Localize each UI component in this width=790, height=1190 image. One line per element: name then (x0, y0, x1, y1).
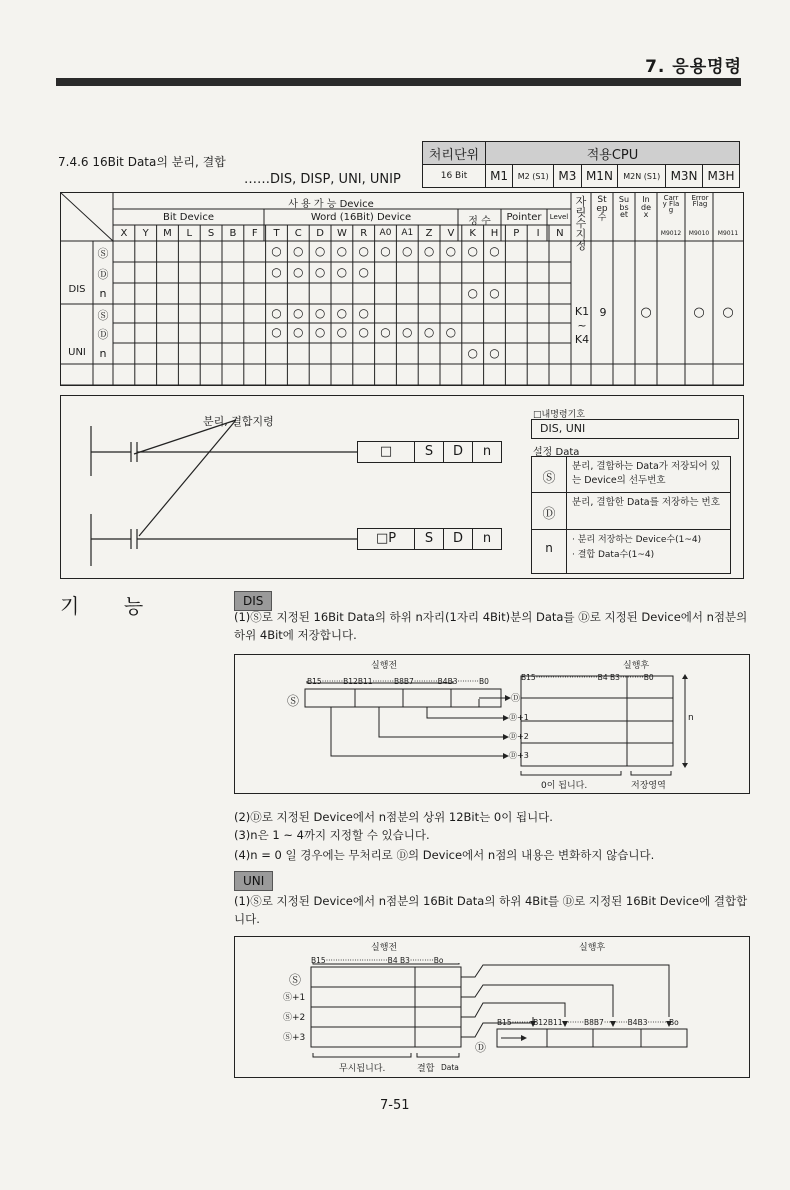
error-m9010-mark: ○ (693, 305, 705, 320)
uni-tag: UNI (234, 871, 273, 891)
col-header-y: Y (142, 228, 149, 239)
col-header-n: N (556, 228, 564, 239)
ladder-note: 분리, 결합지령 (203, 415, 274, 428)
col-header-m: M (163, 228, 172, 239)
device-mark: ○ (271, 243, 282, 258)
dis-diagram-lines (235, 655, 749, 793)
cpu-m2: M2 (S1) (513, 165, 554, 188)
col-header-v: V (447, 228, 455, 239)
uni-bits-before: B15··························B4 B3··········Bo (311, 956, 444, 965)
col-header-t: T (273, 228, 280, 239)
step-value: 9 (599, 306, 607, 319)
error-m9011-mark: ○ (722, 305, 734, 320)
dis-store-label: 저장영역 (631, 781, 666, 791)
cpu-m3: M3 (554, 165, 581, 188)
ladder-inst-disp (357, 528, 502, 550)
inst-disp-part-2: D (444, 529, 473, 549)
device-mark: ○ (358, 264, 369, 279)
index-header: Index (641, 195, 651, 219)
dis-paragraph-1: (1)Ⓢ로 지정된 16Bit Data의 하위 n자리(1자리 4Bit)분의 Data를 Ⓓ로 지정된 Device에서 n점분의 하위 4Bit에 저장합니다. (234, 610, 748, 642)
device-mark: ○ (358, 305, 369, 320)
sym-d: Ⓓ (542, 507, 556, 522)
col-header-z: Z (425, 228, 433, 239)
unit-header: 처리단위 (423, 142, 486, 165)
usable-device-label: 사 용 가 능 Device (288, 199, 374, 210)
dis-after-label: 실행후 (623, 661, 650, 671)
dis-tag: DIS (234, 591, 272, 611)
uni-src-1: Ⓢ+1 (283, 993, 306, 1003)
bit-device-group: Bit Device (163, 212, 214, 223)
dis-paragraph-3: (3)n은 1 ~ 4까지 지정할 수 있습니다. (234, 828, 430, 842)
cpu-header: 적용CPU (486, 142, 740, 165)
device-mark: ○ (402, 325, 413, 339)
uni-ignore-label: 무시됩니다. (339, 1064, 386, 1074)
col-header-r: R (360, 228, 368, 239)
unit-value: 16 Bit (423, 165, 486, 188)
flag-col-m9010: M9010 (688, 230, 710, 237)
group-dis: DIS (68, 284, 86, 295)
index-mark: ○ (640, 305, 652, 320)
uni-src-3: Ⓢ+3 (283, 1033, 306, 1043)
inst-dis-part-0: □ (358, 442, 415, 462)
dis-dest-0: Ⓓ (511, 694, 521, 704)
uni-dest: Ⓓ (475, 1041, 486, 1054)
device-mark: ○ (423, 325, 435, 339)
uni-bits-after: B15·········B12B11·········B8B7··········B4B3·········Bo (497, 1018, 679, 1027)
inst-disp-part-1: S (415, 529, 444, 549)
device-mark: ○ (336, 305, 348, 320)
const-group: 정 수 (468, 216, 491, 227)
device-mark: ○ (314, 325, 326, 339)
col-header-f: F (251, 228, 258, 239)
device-mark: ○ (402, 243, 413, 258)
inst-dis-part-3: n (482, 444, 492, 459)
row-op-1: Ⓓ (97, 267, 109, 281)
cpu-m3h: M3H (703, 165, 740, 188)
col-header-w: W (336, 228, 347, 239)
flag-col-m9011: M9011 (717, 230, 739, 237)
device-mark: ○ (293, 264, 304, 279)
dis-src: Ⓢ (287, 694, 300, 708)
flag-col-m9012: M9012 (660, 230, 682, 237)
col-header-a1: A1 (401, 228, 414, 238)
device-mark: ○ (380, 243, 391, 258)
dis-paragraph-2: (2)Ⓓ로 지정된 Device에서 n점분의 상위 12Bit는 0이 됩니다. (234, 810, 553, 824)
cmd-value: DIS, UNI (531, 419, 739, 439)
dis-bits-after: B15··························B4 B3··········B0 (521, 673, 654, 682)
inst-dis-part-2: D (444, 442, 473, 462)
device-mark: ○ (445, 325, 457, 339)
dis-bits-before: B15·········B12B11·········B8B7··········B4B3·········B0 (307, 677, 489, 686)
dis-dest-3: Ⓓ+3 (509, 751, 529, 760)
device-mark: ○ (489, 243, 500, 258)
uni-src-0: Ⓢ (289, 973, 302, 987)
dis-before-label: 실행전 (371, 661, 398, 671)
inst-disp-part-3: n (482, 531, 492, 546)
cpu-m2n: M2N (S1) (618, 165, 666, 188)
sym-n: n (545, 541, 553, 555)
uni-data-label: Data (441, 1063, 459, 1072)
function-title: 기 능 (60, 594, 144, 618)
device-mark: ○ (293, 325, 304, 339)
inst-dis-part-1: S (415, 442, 444, 462)
desc-s: 분리, 결합하는 Data가 저장되어 있는 Device의 선두번호 (572, 461, 720, 486)
digit-spec-header: 자릿수지정 (575, 195, 587, 252)
col-header-c: C (294, 228, 302, 239)
device-mark: ○ (314, 243, 326, 258)
group-uni: UNI (68, 347, 86, 358)
error-flag-header: Error Flag (691, 194, 709, 208)
device-table (60, 192, 744, 386)
device-mark: ○ (358, 243, 369, 258)
device-mark: ○ (423, 243, 435, 258)
ladder-diagram (60, 395, 744, 579)
row-op-5: n (99, 346, 107, 360)
dis-paragraph-4: (4)n = 0 일 경우에는 무처리로 Ⓓ의 Device에서 n점의 내용은 변화하지 않습니다. (234, 848, 655, 862)
device-mark: ○ (336, 264, 348, 279)
device-mark: ○ (336, 325, 348, 339)
carry-flag-header: Carry Flag (662, 194, 680, 214)
ladder-inst-dis (357, 441, 502, 463)
device-mark: ○ (380, 325, 391, 339)
device-mark: ○ (467, 285, 478, 300)
uni-diagram (234, 936, 750, 1078)
device-mark: ○ (445, 243, 457, 258)
word-device-group: Word (16Bit) Device (310, 212, 412, 223)
sym-s: Ⓢ (542, 471, 556, 486)
uni-after-label: 실행후 (579, 943, 606, 953)
cmd-label: □내명령기호 (533, 410, 585, 420)
desc-d: 분리, 결합한 Data를 저장하는 번호 (572, 497, 720, 508)
device-mark: ○ (467, 243, 478, 258)
col-header-d: D (316, 228, 324, 239)
device-mark: ○ (489, 285, 500, 300)
uni-join-label: 결합 (417, 1064, 435, 1074)
set-data-label: 설정 Data (533, 447, 580, 458)
header-rule (56, 78, 741, 86)
digit-value: K1 ~ K4 (574, 305, 590, 346)
level-group: Level (549, 213, 569, 221)
device-mark: ○ (293, 305, 304, 320)
col-header-s: S (207, 228, 215, 239)
dis-n-label: n (688, 713, 694, 723)
col-header-l: L (186, 228, 193, 239)
dis-dest-2: Ⓓ+2 (509, 732, 529, 741)
uni-paragraph-1: (1)Ⓢ로 지정된 Device에서 n점분의 16Bit Data의 하위 4Bit를 Ⓓ로 지정된 16Bit Device에 결합합니다. (234, 894, 748, 926)
col-header-a0: A0 (379, 228, 392, 238)
device-mark: ○ (314, 305, 326, 320)
page-number: 7-51 (380, 1098, 410, 1113)
device-mark: ○ (314, 264, 326, 279)
col-header-k: K (469, 228, 476, 239)
col-header-b: B (229, 228, 237, 239)
row-op-2: n (99, 286, 107, 300)
cpu-m1n: M1N (581, 165, 618, 188)
device-mark: ○ (271, 264, 282, 279)
device-mark: ○ (271, 305, 282, 320)
row-op-4: Ⓓ (97, 328, 109, 341)
device-mark: ○ (467, 345, 478, 360)
col-header-p: P (513, 228, 520, 239)
device-mark: ○ (336, 243, 348, 258)
device-mark: ○ (358, 325, 369, 339)
dis-dest-1: Ⓓ+1 (509, 713, 529, 722)
steps-header: Step수 (596, 195, 608, 223)
device-mark: ○ (271, 325, 282, 339)
cpu-m3n: M3N (666, 165, 703, 188)
section-title: 7.4.6 16Bit Data의 분리, 결합 (58, 155, 226, 169)
device-mark: ○ (293, 243, 304, 258)
cpu-table (422, 141, 740, 188)
uni-before-label: 실행전 (371, 943, 398, 953)
desc-n: · 분리 저장하는 Device수(1~4) · 결합 Data수(1~4) (572, 535, 702, 560)
cpu-m1: M1 (486, 165, 513, 188)
col-header-h: H (490, 228, 499, 239)
dis-zero-label: 0이 됩니다. (541, 781, 588, 791)
chapter-title: 7. 응용명령 (645, 57, 742, 77)
uni-src-2: Ⓢ+2 (283, 1013, 306, 1023)
subset-header: Subset (618, 195, 630, 219)
inst-disp-part-0: □P (358, 529, 415, 549)
section-commands: ……DIS, DISP, UNI, UNIP (244, 172, 401, 187)
pointer-group: Pointer (506, 212, 542, 223)
col-header-x: X (120, 228, 128, 239)
row-op-0: Ⓢ (97, 246, 109, 260)
set-data-box (531, 456, 731, 574)
device-mark: ○ (489, 345, 500, 360)
row-op-3: Ⓢ (97, 308, 109, 322)
col-header-i: I (536, 228, 540, 239)
dis-diagram (234, 654, 750, 794)
